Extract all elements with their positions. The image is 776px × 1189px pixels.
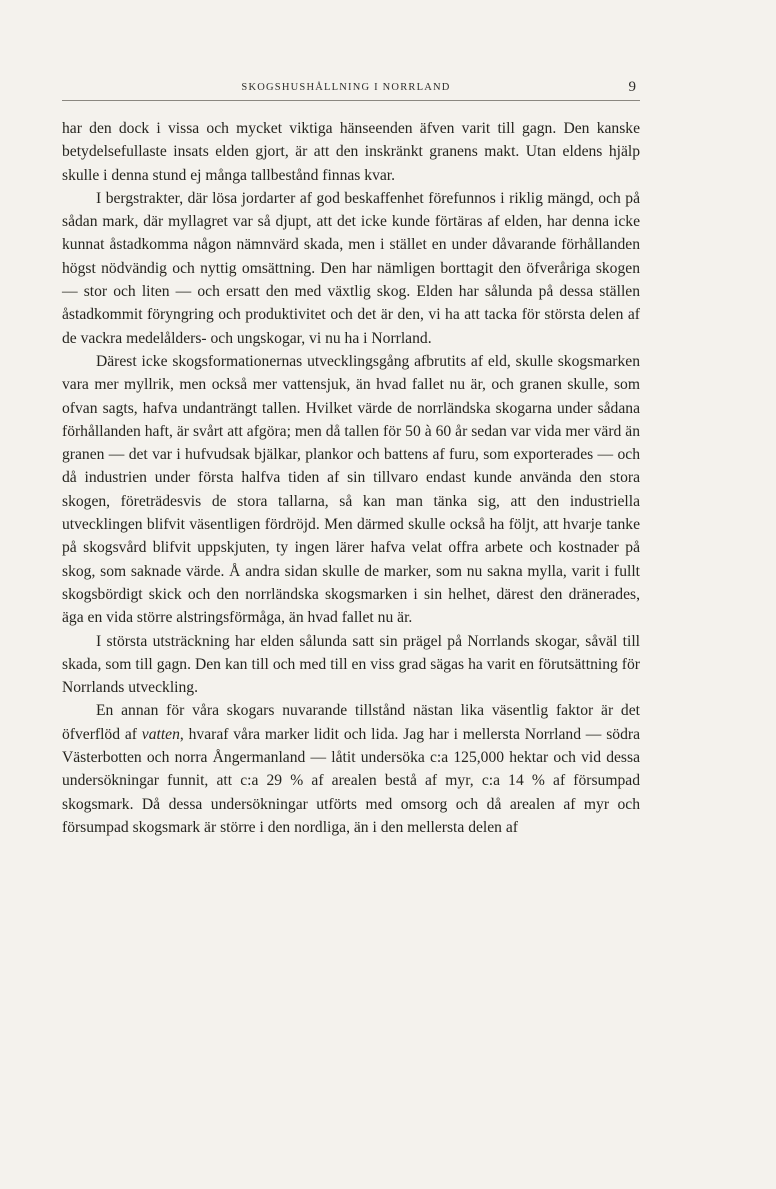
paragraph-2: I bergstrakter, där lösa jordarter af god beskaffenhet förefunnos i riklig mängd, och på sådan mark, där myllagret var så djupt, att det icke kunde förtäras af elden, har denna icke kunnat åstadkomma någon nämnvärd skada, men i stället en under dåvarande förhållanden högst nödvändig och nyttig omsättning. Den har nämligen borttagit den öfveråriga skogen — stor och liten — och ersatt den med växtlig skog. Elden har sålunda på dessa ställen åstadkommit föryngring och produktivitet och det är den, vi ha att tacka för största delen af de vackra medelålders- och ungskogar, vi nu ha i Norrland. [62,189,640,347]
paragraph-5 [62,699,640,839]
page-header [62,80,640,101]
paragraph-5-start: En annan för våra skogars nuvarande tillstånd nästan lika väsentlig faktor är det öfverflöd af [62,702,640,743]
paragraph-3: Därest icke skogsformationernas utvecklingsgång afbrutits af eld, skulle skogsmarken vara mer myllrik, men också mer vattensjuk, än hvad fallet nu är, och granen skulle, som ofvan sagts, hafva undanträngt tallen. Hvilket värde de norrländska skogarna under sådana förhållanden haft, är svårt att afgöra; men då tallen för 50 à 60 år sedan var vida mer värd än granen — det var i hufvudsak bjälkar, plankor och battens af furu, som exporterades — och då industrien under första halfva tiden af sin tillvaro endast kunde använda den stora skogen, företrädesvis de stora tallarna, så kan man tänka sig, att den industriella utvecklingen blifvit väsentligen fördröjd. Men därmed skulle också ha följt, att hvarje tanke på skogsvård blifvit uppskjuten, ty ingen lärer hafva velat offra arbete och kostnader på skog, som saknade värde. Å andra sidan skulle de marker, som nu sakna mylla, varit i fullt skogsbördigt skick och den norrländska skogsmarken i sin helhet, därest den dränerades, äga en vida större alstringsförmåga, än hvad fallet nu är. [62,352,640,627]
paragraph-4: I största utsträckning har elden sålunda satt sin prägel på Norrlands skogar, såväl till skada, som till gagn. Den kan till och med till en viss grad sägas ha varit en förutsättning för Norrlands utveckling. [62,632,640,697]
italic-word-vatten: vatten [141,725,180,743]
running-title: SKOGSHUSHÅLLNING I NORRLAND [241,82,451,93]
paragraph-5-end: , hvaraf våra marker lidit och lida. Jag har i mellersta Norrland — södra Västerbotten och norra Ångermanland — låtit undersöka c:a 125,000 hektar och vid dessa undersökningar funnit, att c:a 29 % af arealen bestå af myr, c:a 14 % af försumpad skogsmark. Då dessa undersökningar utförts med omsorg och då arealen af myr och försumpad skogsmark är större i den nordliga, än i den mellersta delen af [62,725,641,836]
paragraph-1: har den dock i vissa och mycket viktiga hänseenden äfven varit till gagn. Den kanske betydelsefullaste insats elden gjort, är att den inskränkt granens makt. Utan eldens hjälp skulle i denna stund ej många tallbestånd finnas kvar. [62,120,640,184]
page-number: 9 [628,79,636,95]
body-text [62,117,640,839]
